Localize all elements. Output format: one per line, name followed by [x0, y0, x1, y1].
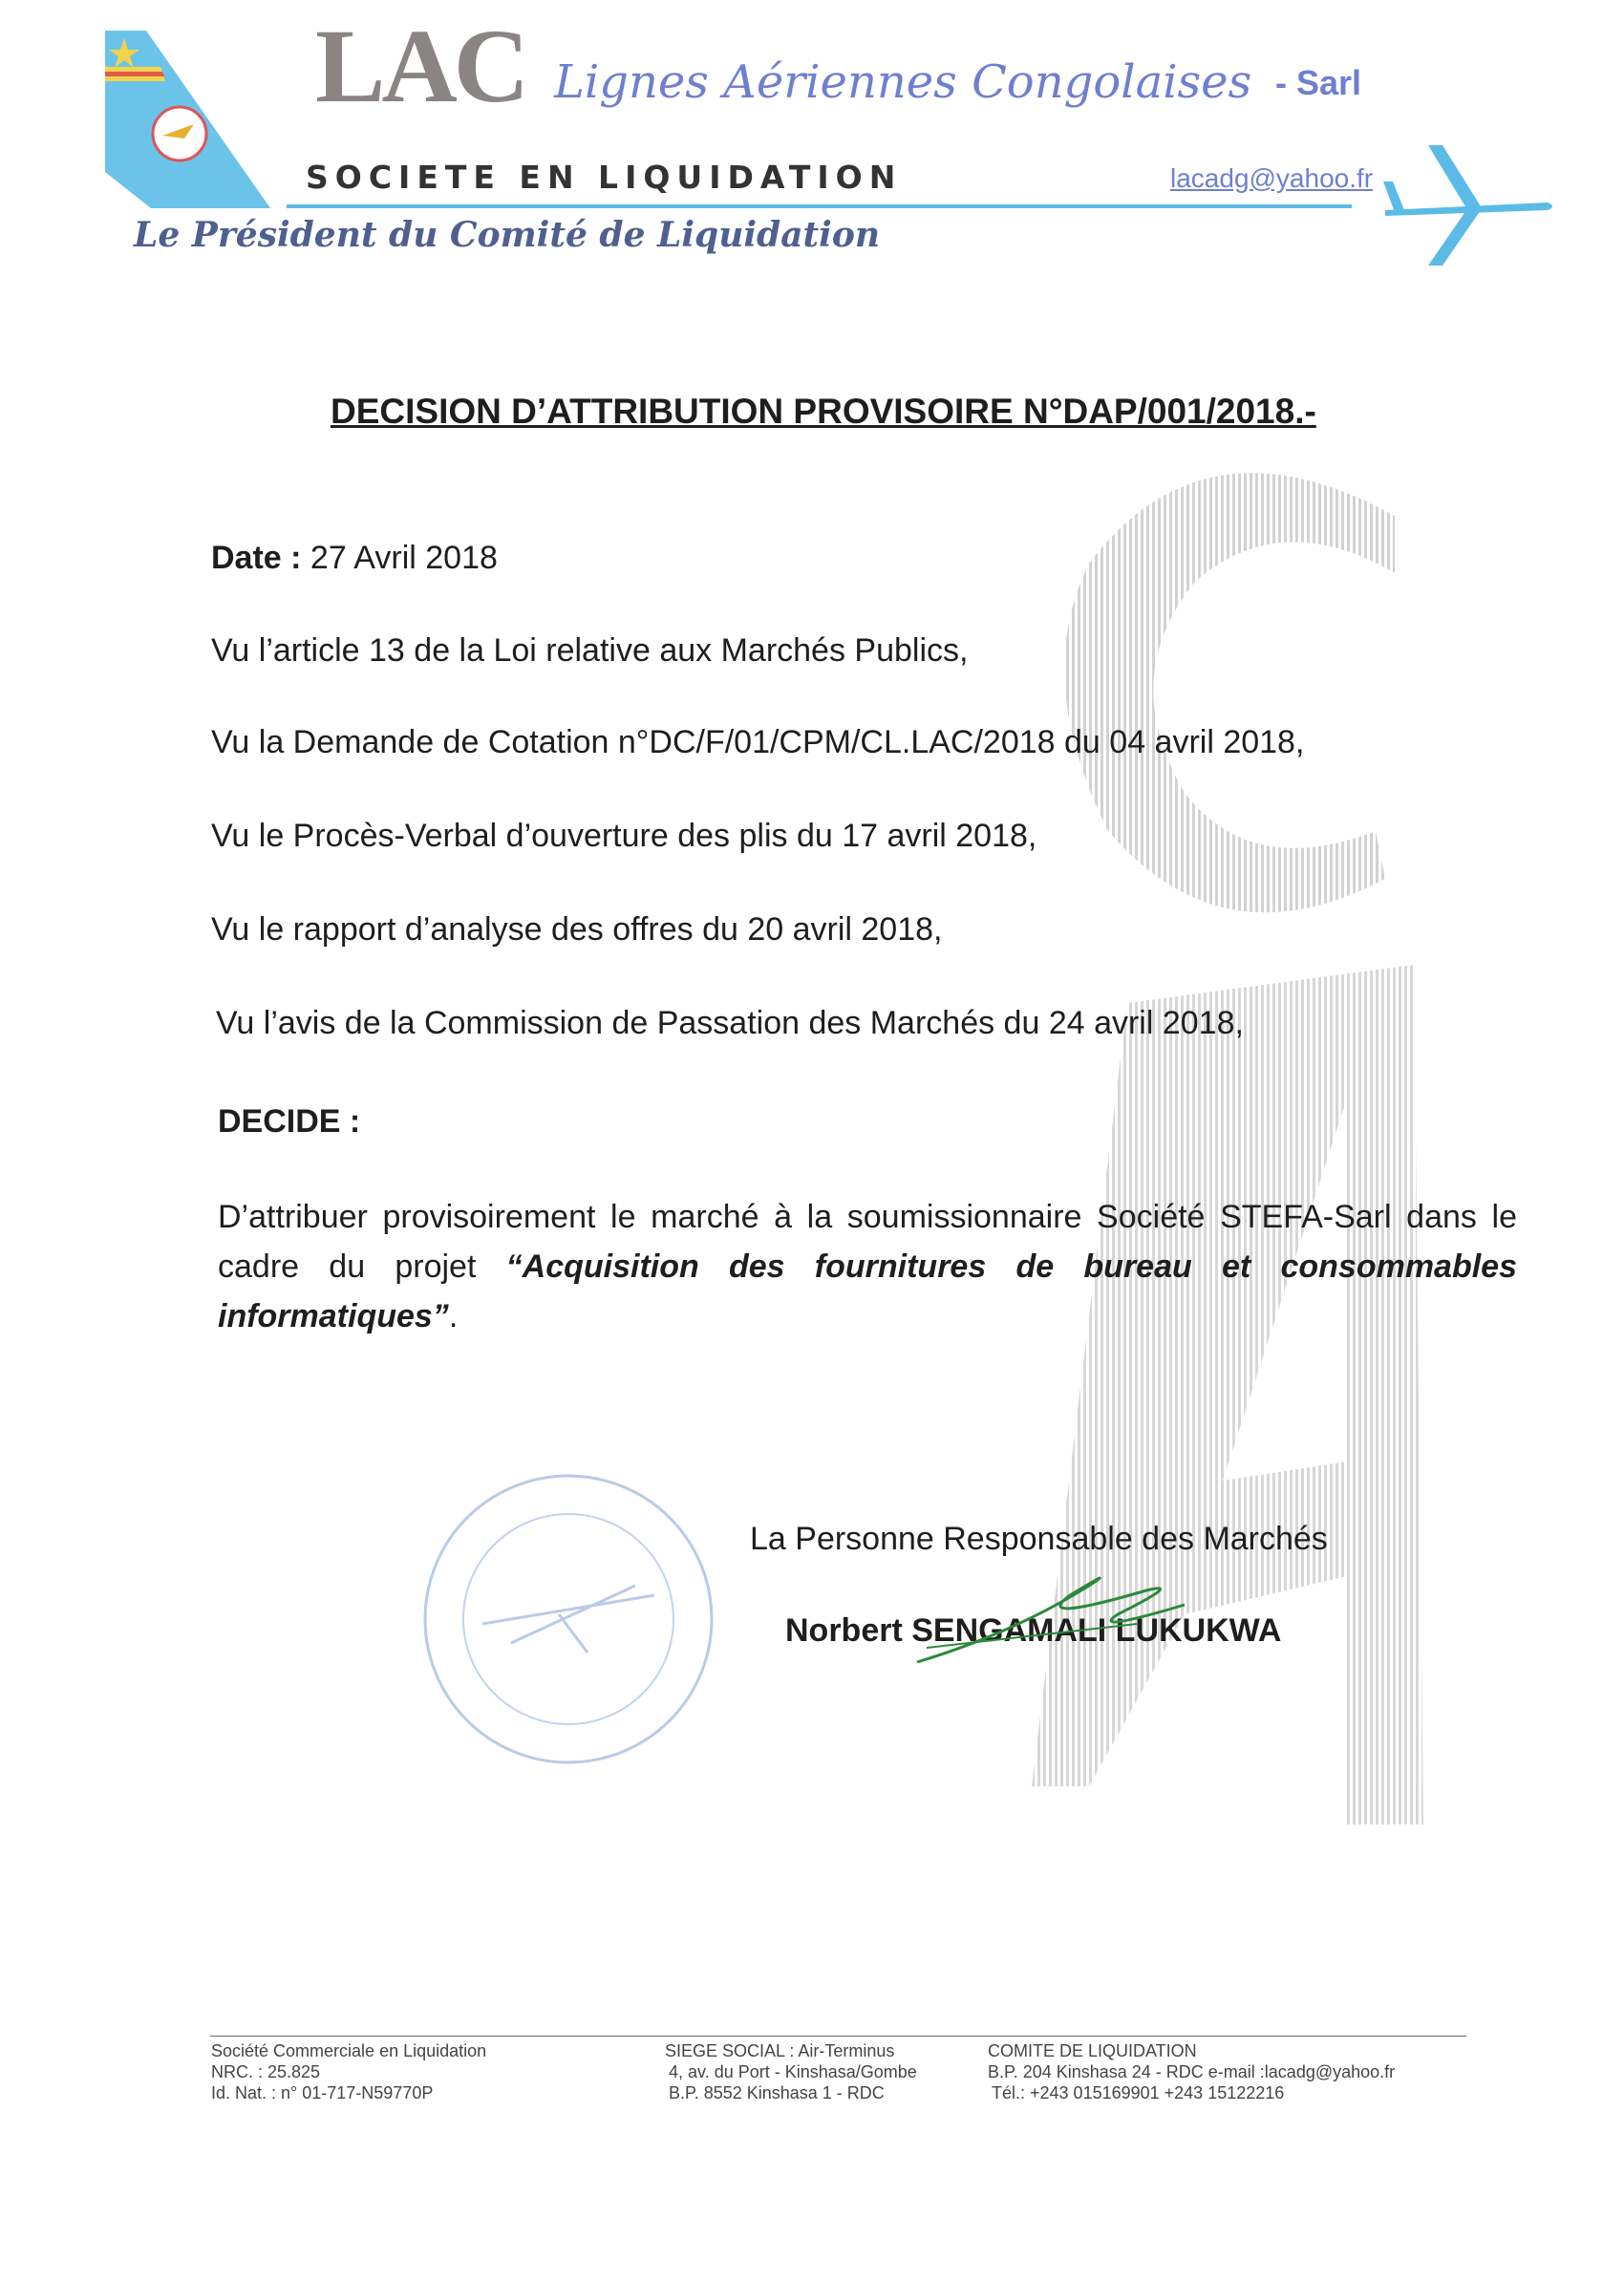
- footer-line: Tél.: +243 015169901 +243 15122216: [992, 2083, 1285, 2102]
- company-name: Lignes Aériennes Congolaises: [554, 55, 1252, 109]
- footer-line: 4, av. du Port - Kinshasa/Gombe: [669, 2062, 917, 2081]
- decision-text: D’attribuer provisoirement le marché à la soumissionnaire Société STEFA-Sarl dans le cadre du projet: [218, 1199, 1517, 1285]
- date-value: 27 Avril 2018: [310, 540, 498, 576]
- consideration-item: Vu la Demande de Cotation n°DC/F/01/CPM/CL.LAC/2018 du 04 avril 2018,: [211, 724, 1305, 760]
- consideration-item: Vu l’article 13 de la Loi relative aux Marchés Publics,: [211, 632, 969, 669]
- airplane-icon: [1376, 143, 1557, 267]
- document-date: [211, 540, 498, 577]
- decide-heading: DECIDE :: [218, 1103, 361, 1140]
- footer-line: SIEGE SOCIAL : Air-Terminus: [665, 2041, 895, 2060]
- header-email-link[interactable]: lacadg@yahoo.fr: [1170, 163, 1374, 193]
- airline-tail-logo-icon: [103, 29, 294, 210]
- header-divider: [287, 204, 1352, 208]
- footer-liquidation-committee: [988, 2040, 1395, 2103]
- decision-end: .: [448, 1298, 459, 1334]
- consideration-item: Vu l’avis de la Commission de Passation des Marchés du 24 avril 2018,: [216, 1005, 1244, 1041]
- project-name: “Acquisition des fournitures de bureau et consommables informatiques”: [218, 1248, 1517, 1334]
- footer-divider: [210, 2036, 1466, 2037]
- date-label: Date :: [211, 540, 302, 576]
- footer-line: B.P. 204 Kinshasa 24 - RDC e-mail :lacadg@yahoo.fr: [988, 2062, 1396, 2081]
- signatory-name: Norbert SENGAMALI LUKUKWA: [785, 1612, 1282, 1649]
- footer-line: COMITE DE LIQUIDATION: [988, 2041, 1197, 2060]
- footer-line: Société Commerciale en Liquidation: [211, 2041, 487, 2060]
- document-title: DECISION D’ATTRIBUTION PROVISOIRE N°DAP/001/2018.-: [331, 392, 1316, 431]
- signatory-role: La Personne Responsable des Marchés: [750, 1521, 1328, 1557]
- consideration-item: Vu le Procès-Verbal d’ouverture des plis du 17 avril 2018,: [211, 818, 1037, 854]
- lac-logo: LAC: [315, 8, 526, 124]
- handwritten-signature-icon: [898, 1557, 1204, 1672]
- consideration-item: Vu le rapport d’analyse des offres du 20 avril 2018,: [211, 911, 943, 948]
- footer-line: Id. Nat. : n° 01-717-N59770P: [211, 2083, 434, 2102]
- company-status: SOCIETE EN LIQUIDATION: [306, 159, 903, 196]
- office-title: Le Président du Comité de Liquidation: [134, 215, 881, 255]
- company-suffix: - Sarl: [1275, 63, 1362, 102]
- footer-line: B.P. 8552 Kinshasa 1 - RDC: [669, 2083, 885, 2102]
- footer-head-office: [665, 2040, 917, 2103]
- footer-line: NRC. : 25.825: [211, 2062, 321, 2081]
- footer-company-info: [211, 2040, 486, 2103]
- decision-paragraph: [218, 1192, 1517, 1341]
- official-stamp-icon: [416, 1471, 721, 1767]
